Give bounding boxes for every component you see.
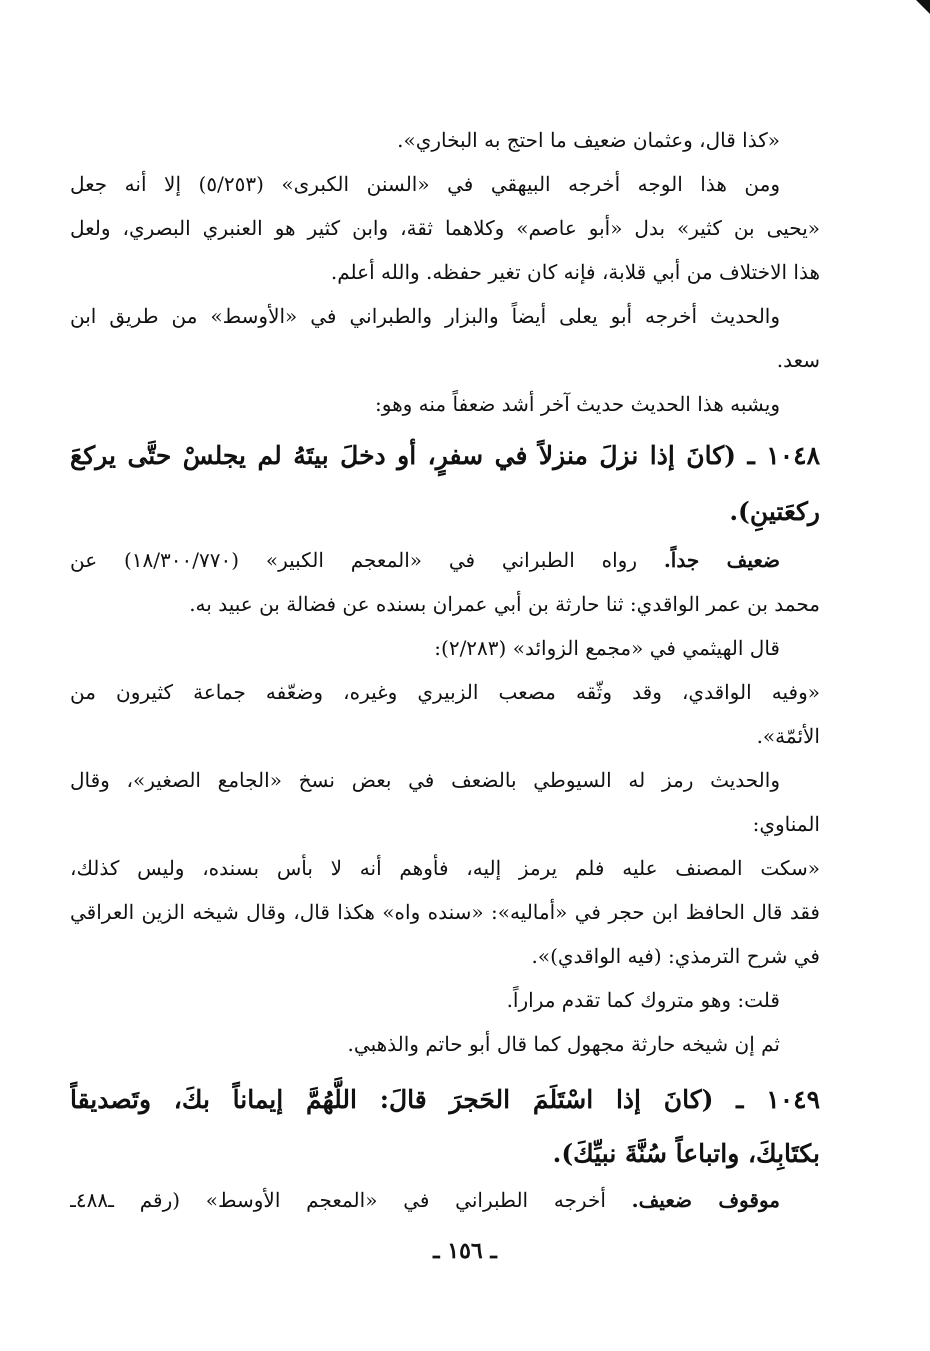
text2-line-7: المناوي:: [752, 812, 820, 836]
text2-line-8: «سكت المصنف عليه فلم يرمز إليه، فأوهم أنه لا بأس بسنده، وليس كذلك،: [70, 856, 820, 880]
text-line-4: هذا الاختلاف من أبي قلابة، فإنه كان تغير حفظه. والله أعلم.: [330, 260, 820, 284]
text2-line-12: ثم إن شيخه حارثة مجهول كما قال أبو حاتم والذهبي.: [347, 1032, 780, 1056]
paragraph-block-2: [70, 538, 820, 1066]
text-line-3: «يحيى بن كثير» بدل «أبو عاصم» وكلاهما ثقة، وابن كثير هو العنبري البصري، ولعل: [70, 216, 820, 240]
text2-line-2: محمد بن عمر الواقدي: ثنا حارثة بن أبي عمران بسنده عن فضالة بن عبيد به.: [189, 592, 820, 616]
grading-label: موقوف ضعيف.: [631, 1188, 780, 1212]
grading-line-1049: [70, 1178, 820, 1222]
hadith-1048-line-2: ركعَتينِ).: [729, 497, 820, 526]
hadith-1049-line-2: بكتَابِكَ، واتباعاً سُنَّةَ نبيِّكَ).: [552, 1139, 820, 1168]
hadith-1049-line-1: ١٠٤٩ ـ (كانَ إذا اسْتَلَمَ الحَجرَ قالَ: اللَّهُمَّ إيماناً بكَ، وتَصديقاً: [70, 1085, 820, 1114]
grading-rest: أخرجه الطبراني في «المعجم الأوسط» (رقم ـ٤٨٨ـ: [70, 1188, 606, 1212]
text2-line-10: في شرح الترمذي: (فيه الواقدي)».: [531, 944, 820, 968]
text2-line-4: «وفيه الواقدي، وقد وثّقه مصعب الزبيري وغيره، وضعّفه جماعة كثيرون من: [70, 680, 820, 704]
text2-line-6: والحديث رمز له السيوطي بالضعف في بعض نسخ «الجامع الصغير»، وقال: [70, 768, 780, 792]
text2-line-11: قلت: وهو متروك كما تقدم مراراً.: [506, 988, 780, 1012]
hadith-1048-line-1: ١٠٤٨ ـ (كانَ إذا نزلَ منزلاً في سفرٍ، أو دخلَ بيتَهُ لم يجلسْ حتَّى يركعَ: [70, 441, 820, 470]
text2-line-1: [70, 538, 820, 582]
paragraph-block-1: [70, 118, 820, 426]
page-body: [70, 118, 820, 1222]
page-number: ـ ١٥٦ ـ: [433, 1238, 497, 1264]
text-line-2: ومن هذا الوجه أخرجه البيهقي في «السنن الكبرى» (٥/٢٥٣) إلا أنه جعل: [70, 172, 781, 196]
corner-mark: [916, 0, 930, 14]
line-rest: رواه الطبراني في «المعجم الكبير» (١٨/٣٠٠/٧٧٠) عن: [70, 548, 664, 572]
text-line-7: ويشبه هذا الحديث حديث آخر أشد ضعفاً منه وهو:: [375, 392, 780, 416]
text2-line-5: الأئمّة».: [756, 724, 820, 748]
text-line-6: سعد.: [776, 348, 820, 372]
text2-line-3: قال الهيثمي في «مجمع الزوائد» (٢/٢٨٣):: [434, 636, 780, 660]
grading-label: ضعيف جداً.: [663, 548, 780, 572]
text2-line-9: فقد قال الحافظ ابن حجر في «أماليه»: «سنده واه» هكذا قال، وقال شيخه الزين العراقي: [70, 900, 820, 924]
text-line-1: «كذا قال، وعثمان ضعيف ما احتج به البخاري».: [397, 128, 780, 152]
text-line-5: والحديث أخرجه أبو يعلى أيضاً والبزار والطبراني في «الأوسط» من طريق ابن: [70, 304, 780, 328]
